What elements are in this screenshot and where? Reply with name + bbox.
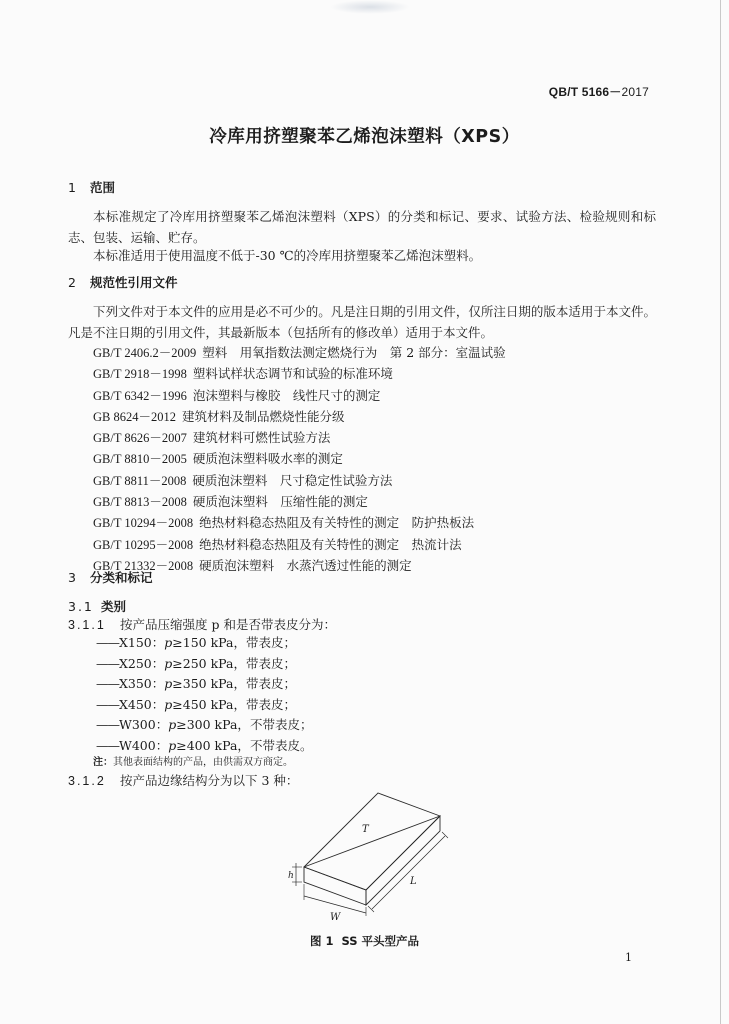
figure-title: SS 平头型产品 [341,934,420,948]
class-condition: ≥300 kPa， [176,717,250,733]
reference-item [93,406,506,427]
reference-code: GB/T 8811－2008 [93,473,187,488]
class-item: ——X450：p≥450 kPa，带表皮； [96,696,296,712]
class-item: ——W400：p≥400 kPa，不带表皮。 [96,737,313,753]
board-front-face [304,867,366,905]
reference-item [93,385,506,406]
subsection-3-1-heading [68,597,126,615]
em-dash: —— [96,717,119,733]
figure-caption [0,933,729,949]
reference-title: 绝热材料稳态热阻及有关特性的测定 热流计法 [199,536,462,552]
em-dash: —— [96,635,119,650]
reference-item [93,491,506,512]
class-item: ——W300：p≥300 kPa，不带表皮； [96,717,313,733]
width-label: W [330,912,341,923]
reference-code: GB 8624－2012 [93,409,176,424]
diagonal-label: T [362,824,369,835]
reference-title: 硬质泡沫塑料 尺寸稳定性试验方法 [192,472,393,488]
reference-code: GB/T 21332－2008 [93,558,194,573]
reference-title: 塑料 用氧指数法测定燃烧行为 第 2 部分：室温试验 [202,345,506,360]
section-title: 分类和标记 [90,570,153,585]
section-3-heading [68,568,153,586]
references-intro: 下列文件对于本文件的应用是必不可少的。凡是注日期的引用文件，仅所注日期的版本适用于本文件。凡是不注日期的引用文件，其最新版本（包括所有的修改单）适用于本文件。 [68,304,656,340]
em-dash: —— [96,696,119,712]
class-code: X250 [119,655,152,671]
class-skin: 不带表皮； [249,717,313,733]
length-label: L [410,876,417,887]
class-skin: 带表皮； [245,676,296,692]
section-number: 2 [68,275,76,290]
class-condition: ≥350 kPa， [172,676,246,692]
reference-code: GB/T 2406.2－2009 [93,346,197,360]
reference-list [93,342,506,576]
reference-item [93,363,506,384]
class-skin: 带表皮； [245,635,296,650]
reference-title: 建筑材料及制品燃烧性能分级 [182,408,345,424]
note-label: 注： [93,757,113,768]
clause-3-1-1 [68,615,336,633]
pressure-symbol: p [168,717,177,733]
class-condition: ≥400 kPa， [176,737,250,753]
reference-item [93,512,506,533]
reference-code: GB/T 10295－2008 [93,537,194,552]
figure-number: 图 1 [309,934,334,948]
section-number: 1 [68,180,76,195]
pressure-symbol: p [164,676,173,692]
section-title: 范围 [90,180,116,195]
standard-code: QB/T 5166－2017 [548,85,649,99]
page-edge [720,0,721,1024]
class-item: ——X350：p≥350 kPa，带表皮； [96,676,296,692]
reference-code: GB/T 2918－1998 [93,367,187,382]
classification-list [96,633,312,757]
board-right-face [366,816,440,905]
height-label: h [288,871,294,881]
width-dimension-line [304,896,366,913]
clause-text: 按产品边缘结构分为以下 3 种： [120,773,299,788]
reference-item [93,448,506,469]
reference-code: GB/T 6342－1996 [93,388,187,403]
length-ext-right [442,832,448,838]
standard-code-year: 2017 [621,85,649,99]
em-dash: —— [96,676,119,692]
pressure-symbol: p [164,655,173,671]
reference-title: 绝热材料稳态热阻及有关特性的测定 防护热板法 [199,515,475,531]
scope-paragraph-1: 本标准规定了冷库用挤塑聚苯乙烯泡沫塑料（XPS）的分类和标记、要求、试验方法、检验规则和标志、包装、运输、贮存。 [68,209,656,245]
standard-code-number: QB/T 5166 [548,85,610,99]
classification-note [93,753,293,768]
clause-number: 3.1.1 [68,618,106,632]
reference-item [93,555,506,576]
em-dash: —— [96,737,119,753]
class-code: W300 [119,717,156,733]
reference-code: GB/T 8626－2007 [93,431,187,446]
reference-item [93,470,506,491]
class-code: X150 [119,635,152,650]
clause-text: 按产品压缩强度 p 和是否带表皮分为： [120,617,336,632]
class-skin: 不带表皮。 [249,737,313,753]
reference-title: 硬质泡沫塑料吸水率的测定 [192,451,343,467]
section-title: 规范性引用文件 [90,275,178,290]
class-code: W400 [119,737,156,753]
reference-item [93,342,506,363]
pressure-symbol: p [164,696,173,712]
board-diagram [290,792,460,922]
class-skin: 带表皮； [245,655,296,671]
reference-title: 硬质泡沫塑料 水蒸汽透过性能的测定 [199,557,412,573]
section-2-heading [68,273,178,291]
reference-title: 塑料试样状态调节和试验的标准环境 [192,366,393,382]
class-code: X350 [119,676,152,692]
class-condition: ≥150 kPa， [172,635,246,650]
reference-code: GB/T 8810－2005 [93,452,187,467]
class-item: ——X150：p≥150 kPa，带表皮； [96,635,296,650]
reference-title: 建筑材料可燃性试验方法 [192,430,331,446]
note-text: 其他表面结构的产品，由供需双方商定。 [113,757,293,768]
pressure-symbol: p [164,635,173,650]
em-dash: —— [96,655,119,671]
reference-title: 硬质泡沫塑料 压缩性能的测定 [192,494,368,510]
class-condition: ≥450 kPa， [172,696,246,712]
pressure-symbol: p [168,737,177,753]
scope-paragraph-2: 本标准适用于使用温度不低于-30 ℃的冷库用挤塑聚苯乙烯泡沫塑料。 [93,248,482,263]
section-number: 3 [68,570,76,585]
page-number: 1 [625,951,632,964]
class-condition: ≥250 kPa， [172,655,246,671]
reference-code: GB/T 8813－2008 [93,495,187,510]
subsection-number: 3.1 [68,599,94,614]
section-1-heading [68,178,115,196]
subsection-title: 类别 [101,599,127,614]
reference-code: GB/T 10294－2008 [93,516,194,531]
document-title: 冷库用挤塑聚苯乙烯泡沫塑料（XPS） [209,127,520,147]
class-skin: 带表皮； [245,696,296,712]
reference-item [93,427,506,448]
class-item: ——X250：p≥250 kPa，带表皮； [96,655,296,671]
class-code: X450 [119,696,152,712]
length-ext-left [368,906,374,912]
diagonal-dimension-line [304,816,440,867]
clause-number: 3.1.2 [68,774,106,788]
clause-3-1-2 [68,771,298,789]
reference-item [93,534,506,555]
reference-title: 泡沫塑料与橡胶 线性尺寸的测定 [192,387,381,403]
scan-smudge [330,0,410,14]
